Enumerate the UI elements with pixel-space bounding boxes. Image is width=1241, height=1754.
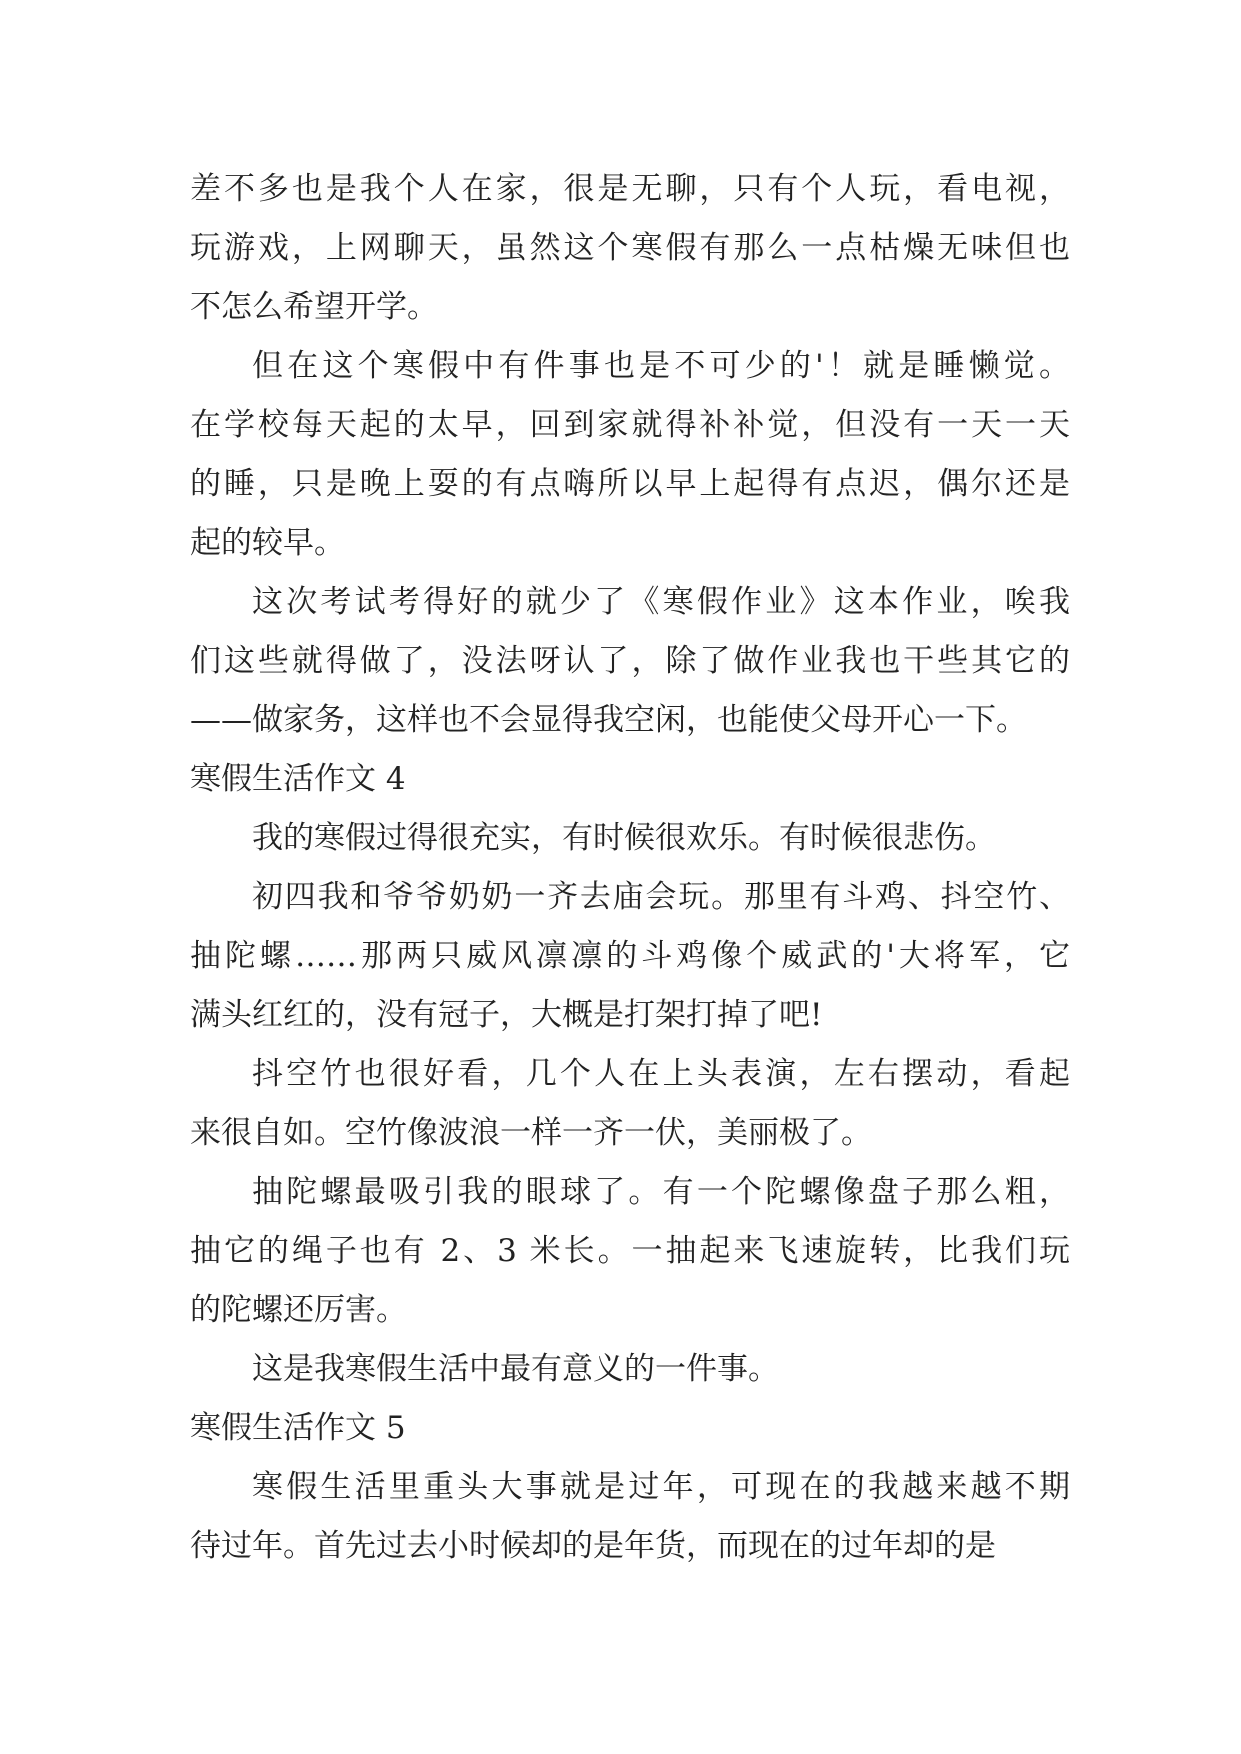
paragraph	[190, 1340, 1070, 1399]
text-line: 抽它的绳子也有 2、3 米长。一抽起来飞速旋转，比我们玩	[190, 1233, 1070, 1269]
text-line: ——做家务，这样也不会显得我空闲，也能使父母开心一下。	[190, 702, 1027, 738]
text-line: 寒假生活里重头大事就是过年，可现在的我越来越不期	[252, 1469, 1070, 1505]
text-line: 抽陀螺……那两只威风凛凛的斗鸡像个威武的'大将军，它	[190, 938, 1070, 974]
text-line: 待过年。首先过去小时候却的是年货，而现在的过年却的是	[190, 1528, 996, 1564]
text-line: 不怎么希望开学。	[190, 289, 438, 325]
text-line: 抽陀螺最吸引我的眼球了。有一个陀螺像盘子那么粗，	[252, 1174, 1070, 1210]
text-line: 满头红红的，没有冠子，大概是打架打掉了吧!	[190, 997, 823, 1033]
text-line: 这次考试考得好的就少了《寒假作业》这本作业，唉我	[252, 584, 1070, 620]
paragraph	[190, 1163, 1070, 1340]
paragraph	[190, 868, 1070, 1045]
text-line: 我的寒假过得很充实，有时候很欢乐。有时候很悲伤。	[252, 820, 996, 856]
text-line: 抖空竹也很好看，几个人在上头表演，左右摆动，看起	[252, 1056, 1070, 1092]
section-heading: 寒假生活作文 5	[190, 1410, 406, 1446]
document-body	[190, 160, 1070, 1576]
text-line: 们这些就得做了，没法呀认了，除了做作业我也干些其它的	[190, 643, 1070, 679]
paragraph	[190, 573, 1070, 750]
paragraph	[190, 809, 1070, 868]
paragraph	[190, 1045, 1070, 1163]
text-line: 来很自如。空竹像波浪一样一齐一伏，美丽极了。	[190, 1115, 872, 1151]
text-line: 但在这个寒假中有件事也是不可少的'！就是睡懒觉。	[252, 348, 1070, 384]
text-line: 的陀螺还厉害。	[190, 1292, 407, 1328]
paragraph	[190, 1458, 1070, 1576]
paragraph	[190, 337, 1070, 573]
text-line: 这是我寒假生活中最有意义的一件事。	[252, 1351, 779, 1387]
text-line: 在学校每天起的太早，回到家就得补补觉，但没有一天一天	[190, 407, 1070, 443]
text-line: 玩游戏，上网聊天，虽然这个寒假有那么一点枯燥无味但也	[190, 230, 1070, 266]
text-line: 的睡，只是晚上耍的有点嗨所以早上起得有点迟，偶尔还是	[190, 466, 1070, 502]
text-line: 初四我和爷爷奶奶一齐去庙会玩。那里有斗鸡、抖空竹、	[252, 879, 1070, 915]
paragraph	[190, 160, 1070, 337]
section-heading: 寒假生活作文 4	[190, 761, 406, 797]
text-line: 差不多也是我个人在家，很是无聊，只有个人玩，看电视，	[190, 171, 1070, 207]
text-line: 起的较早。	[190, 525, 345, 561]
